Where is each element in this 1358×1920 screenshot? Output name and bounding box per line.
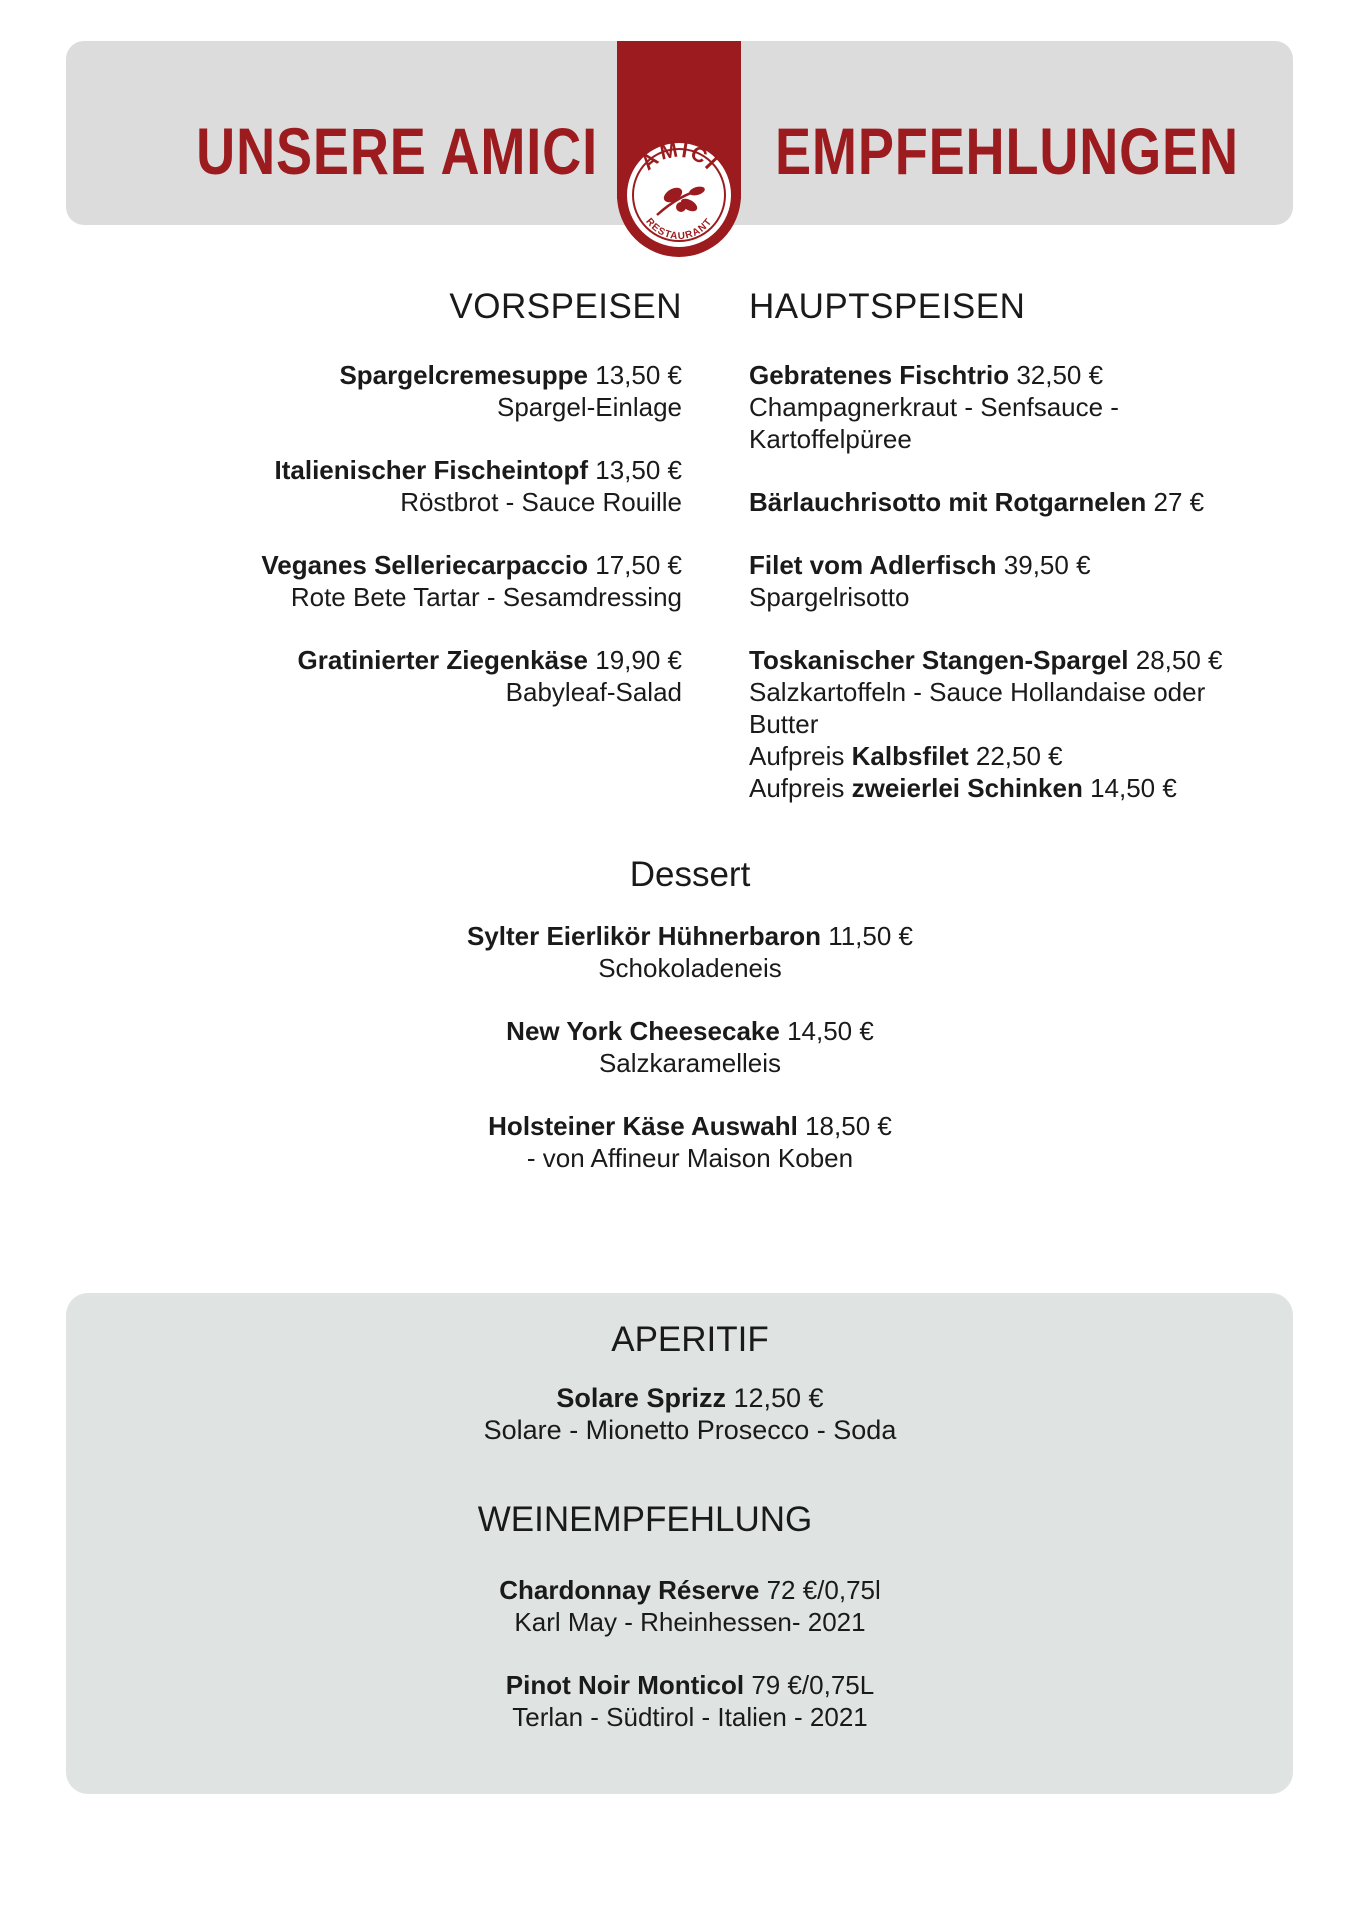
title-right: EMPFEHLUNGEN [775, 114, 1239, 188]
section-heading-weinempfehlung: WEINEMPFEHLUNG [477, 1500, 813, 1539]
menu-item [122, 549, 682, 613]
item-extra [749, 772, 1269, 804]
item-price: 72 €/0,75l [766, 1575, 881, 1605]
menu-item [749, 644, 1269, 804]
item-description: Karl May - Rheinhessen- 2021 [514, 1607, 866, 1637]
dessert-section [0, 855, 1358, 1174]
item-description: Salzkaramelleis [598, 1048, 782, 1078]
extra-name: Kalbsfilet [851, 741, 969, 771]
menu-item [0, 1015, 1358, 1079]
item-name: Gebratenes Fischtrio [749, 360, 1010, 390]
aperitif-section [0, 1320, 1358, 1446]
item-name: Pinot Noir Monticol [505, 1670, 745, 1700]
wein-heading-wrap [0, 1500, 1335, 1540]
menu-item [0, 920, 1358, 984]
menu-item [0, 1382, 1358, 1446]
extra-name: zweierlei Schinken [851, 773, 1083, 803]
menu-item [749, 359, 1269, 455]
logo-text-top: AMICI [636, 138, 723, 176]
item-description: Rote Bete Tartar - Sesamdressing [290, 582, 682, 612]
item-description-line: Salzkartoffeln - Sauce Hollandaise oder [749, 677, 1206, 707]
item-name: Gratinierter Ziegenkäse [297, 645, 589, 675]
item-description: Schokoladeneis [598, 953, 782, 983]
logo-text-bottom: RESTAURANT [643, 216, 715, 243]
item-price: 27 € [1153, 487, 1205, 517]
menu-item [749, 549, 1269, 613]
item-name: Sylter Eierlikör Hühnerbaron [466, 921, 821, 951]
extra-prefix: Aufpreis [749, 741, 845, 771]
item-description: Röstbrot - Sauce Rouille [400, 487, 682, 517]
item-price: 39,50 € [1003, 550, 1091, 580]
item-extra [749, 740, 1269, 772]
item-description: Babyleaf-Salad [505, 677, 682, 707]
extra-price: 22,50 € [975, 741, 1063, 771]
item-description: - von Affineur Maison Koben [526, 1143, 854, 1173]
item-name: New York Cheesecake [506, 1016, 780, 1046]
item-price: 28,50 € [1135, 645, 1223, 675]
section-heading-vorspeisen: VORSPEISEN [449, 287, 682, 326]
item-price: 11,50 € [828, 921, 914, 951]
item-price: 17,50 € [595, 550, 682, 580]
item-price: 14,50 € [787, 1016, 874, 1046]
menu-item [122, 644, 682, 708]
extra-price: 14,50 € [1090, 773, 1177, 803]
item-name: Solare Sprizz [556, 1383, 726, 1413]
vorspeisen-list [122, 359, 682, 708]
section-heading-aperitif: APERITIF [611, 1320, 769, 1359]
item-name: Chardonnay Réserve [499, 1575, 760, 1605]
item-price: 19,90 € [595, 645, 682, 675]
extra-prefix: Aufpreis [749, 773, 845, 803]
item-name: Holsteiner Käse Auswahl [488, 1111, 798, 1141]
item-description-line: Butter [749, 709, 819, 739]
item-name: Bärlauchrisotto mit Rotgarnelen [749, 487, 1147, 517]
item-price: 13,50 € [595, 455, 682, 485]
item-name: Italienischer Fischeintopf [274, 455, 589, 485]
menu-item [0, 1574, 1358, 1638]
menu-item [0, 1110, 1358, 1174]
item-name: Filet vom Adlerfisch [749, 550, 997, 580]
hauptspeisen-list [749, 359, 1269, 804]
item-description-line: Kartoffelpüree [749, 424, 912, 454]
menu-item [749, 486, 1269, 518]
wein-section [0, 1574, 1358, 1733]
item-description-line: Champagnerkraut - Senfsauce - [749, 392, 1119, 422]
item-description: Solare - Mionetto Prosecco - Soda [483, 1415, 897, 1445]
title-left: UNSERE AMICI [196, 114, 598, 188]
section-heading-dessert: Dessert [629, 855, 751, 894]
item-price: 13,50 € [595, 360, 682, 390]
item-price: 18,50 € [805, 1111, 892, 1141]
item-price: 79 €/0,75L [751, 1670, 875, 1700]
item-description: Terlan - Südtirol - Italien - 2021 [512, 1702, 868, 1732]
item-price: 12,50 € [733, 1383, 824, 1413]
item-name: Spargelcremesuppe [339, 360, 589, 390]
item-name: Toskanischer Stangen-Spargel [749, 645, 1129, 675]
item-description: Spargel-Einlage [496, 392, 682, 422]
menu-item [122, 359, 682, 423]
item-price: 32,50 € [1016, 360, 1104, 390]
item-name: Veganes Selleriecarpaccio [261, 550, 589, 580]
item-description-line: Spargelrisotto [749, 582, 910, 612]
amici-logo [617, 133, 741, 257]
menu-item [122, 454, 682, 518]
menu-item [0, 1669, 1358, 1733]
section-heading-hauptspeisen: HAUPTSPEISEN [749, 287, 1026, 326]
